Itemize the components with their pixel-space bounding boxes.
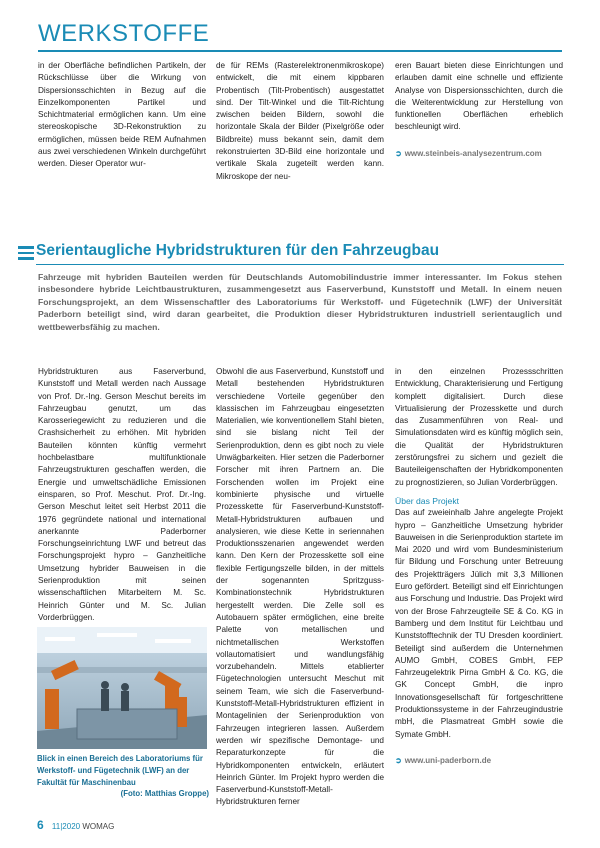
magazine-name: WOMAG bbox=[82, 822, 115, 831]
top-article-link[interactable] bbox=[395, 148, 563, 160]
article-link-text[interactable]: www.uni-paderborn.de bbox=[404, 755, 492, 765]
photo-credit: (Foto: Matthias Groppe) bbox=[120, 789, 209, 799]
menu-bars-icon bbox=[18, 246, 34, 263]
issue-number: 11|2020 bbox=[51, 822, 81, 831]
link-arrow-icon: ➲ bbox=[395, 755, 402, 765]
article-column-1 bbox=[38, 366, 206, 624]
article-text-1: Hybridstrukturen aus Faserverbund, Kunststoff und Metall werden nach Aussage von Prof. Dr.-Ing. Gerson Meschut bereits im Fahrzeugbau genutzt, um das Karosseriegewicht zu reduzieren und die Crashsicherheit zu erhöhen. Mit hybriden Bauteilen könnten künftig vermehrt hochbelastbare multifunktionale Fahrzeugstrukturen geschaffen werden, die Energie und umweltschädliche Emissionen einsparen, so Prof. Meschut. Prof. Dr.-Ing. Gerson Meschut leitet seit Herbst 2011 die 1976 gegründete national und international anerkannte Paderborner Forschungseinrichtung LWF und betreut das Forschungsprojekt hypro – Ganzheitliche Umsetzung hybrider Bauweisen in die Serienproduktion mit seinen wissenschaftlichen Mitarbeitern M. Sc. Heinrich Günter und M. Sc. Julian Vorderbrüggen. bbox=[38, 367, 206, 622]
top-article-column-1 bbox=[38, 60, 206, 171]
lab-photo bbox=[37, 627, 207, 749]
top-article-text-2: de für REMs (Rasterelektronenmikroskope) entwickelt, die mit einem kippbaren Probentisch (Tilt-Probentisch) ausgestattet sind. Der Tilt-Winkel und die Tilt-Richtung zwischen beiden Bildern, sowohl die horizontale Skala der Bilder (Pixelgröße oder Bildbreite) muss bekannt sein, damit dem rekonstruierten 3D-Bild eine horizontale und vertikale Skala zugeteilt werden kann. Mikroskope der neu- bbox=[216, 61, 384, 181]
page-number: 6 bbox=[37, 818, 44, 832]
section-title: WERKSTOFFE bbox=[38, 20, 210, 47]
article-text-3: in den einzelnen Prozessschritten Entwicklung, Charakterisierung und Fertigung komplett digitalisiert. Durch diese Virtualisierung der Prozesskette und durch das Zusammenführen von Real- und Simulationsdaten wird es künftig möglich sein, die Qualität der Hybridstrukturen zerstörungsfrei zu sichern und gezielt die Bauteileigenschaften der Hybridkomponenten zu prognostizieren, so Julian Vorderbrüggen. bbox=[395, 367, 563, 487]
top-article-column-2 bbox=[216, 60, 384, 183]
page-footer bbox=[37, 818, 114, 832]
article-column-3 bbox=[395, 366, 563, 767]
section-subhead: Über das Projekt bbox=[395, 495, 460, 506]
article-link[interactable] bbox=[395, 755, 563, 767]
lab-photo-image bbox=[37, 627, 207, 749]
top-article-text-1: in der Oberfläche befindlichen Partikeln, der Rückschlüsse über die Wirkung von Dispersionsschichten in Bezug auf die Einzelkomponenten Partikel und Schichtmaterial ermöglichen kann. Um eine stereoskopische 3D-Rekonstruktion zu ermöglichen, müssen beide REM Aufnahmen aus zwei verschiedenen Winkeln durchgeführt werden. Dieser Operator wur- bbox=[38, 61, 206, 169]
photo-caption-text: Blick in einen Bereich des Laboratoriums für Werkstoff- und Fügetechnik (LWF) an der Fakultät für Maschinenbau bbox=[37, 754, 203, 787]
article-text-4: Das auf zweieinhalb Jahre angelegte Projekt hypro – Ganzheitliche Umsetzung hybrider Bauweisen in die Serienproduktion startete im Mai 2020 und wird vom Bundesministerium für Bildung und Forschung unter Betreuung des Projektträgers Jülich mit 3,3 Millionen Euro gefördert. Beteiligt sind elf Einrichtungen aus Forschung und Industrie. Das Projekt wird von der Brose Fahrzeugteile SE & Co. KG in Bamberg und dem Institut für Leichtbau und Kunststofftechnik der TU Dresden koordiniert. Beteiligt sind außerdem die Unternehmen AUMO GmbH, COBES GmbH, FEP Fahrzeugelektrik Pirna GmbH & Co. KG, die GK Concept GmbH, die inpro Innovationsgesellschaft für fortgeschrittene Produktionssysteme in der Fahrzeugindustrie mbH, die Plasmatreat GmbH sowie die Symate GmbH. bbox=[395, 508, 563, 739]
top-article-text-3: eren Bauart bieten diese Einrichtungen und erlauben damit eine schnelle und effiziente Analyse von Dispersionsschichten, durch die die Weiterentwicklung zur Herstellung von funktionellen Oberflächen erheblich beschleunigt wird. bbox=[395, 61, 563, 132]
article-column-2 bbox=[216, 366, 384, 809]
top-article-column-3 bbox=[395, 60, 563, 160]
headline-rule bbox=[36, 264, 564, 265]
link-arrow-icon: ➲ bbox=[395, 148, 402, 158]
article-lead: Fahrzeuge mit hybriden Bauteilen werden für Deutschlands Automobilindustrie immer interessanter. Im Fokus stehen insbesondere hybride Leichtbaustrukturen, zusammengesetzt aus Faserverbund, Kunststoff und Metall. In einem neuen Forschungsprojekt, an dem Wissenschaftler des Laboratoriums für Werkstoff- und Fügetechnik (LWF) der Universität Paderborn beteiligt sind, wird daran gearbeitet, die Produktion dieser Hybridstrukturen industriell serientauglich und wettbewerbsfähig zu machen. bbox=[38, 272, 562, 332]
top-article-link-text[interactable]: www.steinbeis-analysezentrum.com bbox=[404, 148, 542, 158]
section-title-rule bbox=[38, 50, 562, 52]
photo-caption bbox=[37, 753, 209, 800]
article-text-2: Obwohl die aus Faserverbund, Kunststoff und Metall bestehenden Hybridstrukturen verschiedene Vorteile gegenüber den klassischen im Fahrzeugbau eingesetzten Materialien, wie konventionellem Stahl bieten, sind sie bislang nicht Teil der Serienproduktion, denn es gibt noch zu viele Unwägbarkeiten. Hier setzen die Paderborner Forscher mit ihren Partnern an. Die Forschenden wollen im Projekt eine kombinierte physische und virtuelle Prozesskette für Faserverbund-Kunststoff-Metall-Hybridstrukturen aufbauen und analysieren, wie diese Kette in seriennahen Produktionsszenarien angewendet werden kann. Den Kern der Prozesskette soll eine flexible Fertigungszelle bilden, in der mittels der sogenannten Spritzguss-Kombinationstechnik Hybridstrukturen hergestellt werden. Die Zelle soll es Autobauern später ermöglichen, eine breite Palette von metallischen und nichtmetallischen Werkstoffen vollautomatisiert und wandlungsfähig vorzubehandeln. Mittels etablierter Fügetechnologien untersucht Meschut mit seinem Team, wie sich die Faserverbund-Kunststoff-Metall-Hybridstrukturen effizient in Montagelinien der Serienproduktion von Fahrzeugen integrieren lassen. Außerdem werden wir spezifische Demontage- und Reparaturkonzepte für die Hybridkomponenten entwickeln, erläutert Heinrich Günter. Im Projekt hypro werden die Faserverbund-Kunststoff-Metall-Hybridstrukturen ferner bbox=[216, 367, 384, 807]
article-headline: Serientaugliche Hybridstrukturen für den Fahrzeugbau bbox=[36, 242, 440, 259]
